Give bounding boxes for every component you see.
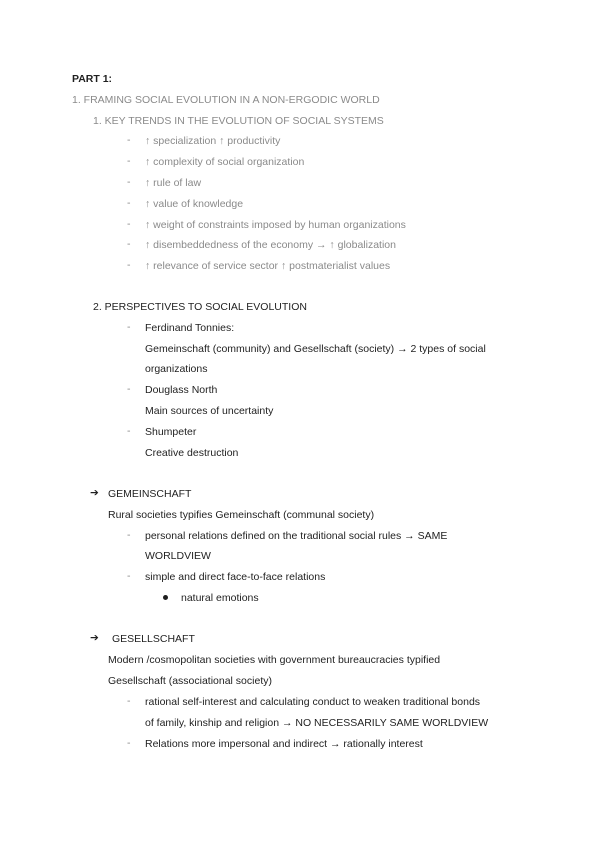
gemeinschaft-intro: Rural societies typifies Gemeinschaft (communal society): [108, 509, 375, 521]
dash-bullet: -: [127, 321, 131, 333]
list-item-cont: of family, kinship and religion → NO NECESSARILY SAME WORLDVIEW: [145, 717, 489, 729]
author-name: Shumpeter: [145, 426, 197, 438]
author-desc: Creative destruction: [145, 447, 239, 459]
perspectives-heading: 2. PERSPECTIVES TO SOCIAL EVOLUTION: [93, 301, 307, 313]
list-item: simple and direct face-to-face relations: [145, 571, 326, 583]
list-item: ↑ weight of constraints imposed by human organizations: [145, 219, 406, 231]
gesellschaft-heading: GESELLSCHAFT: [112, 633, 195, 645]
author-desc: organizations: [145, 363, 208, 375]
dash-bullet: -: [127, 176, 131, 188]
arrow-bullet-icon: ➔: [90, 487, 99, 499]
list-item-cont: WORLDVIEW: [145, 550, 211, 562]
dash-bullet: -: [127, 737, 131, 749]
dash-bullet: -: [127, 529, 131, 541]
dash-bullet: -: [127, 155, 131, 167]
arrow-bullet-icon: ➔: [90, 632, 99, 644]
gesellschaft-intro-cont: Gesellschaft (associational society): [108, 675, 272, 687]
dash-bullet: -: [127, 259, 131, 271]
gemeinschaft-heading: GEMEINSCHAFT: [108, 488, 192, 500]
dash-bullet: -: [127, 197, 131, 209]
list-item: rational self-interest and calculating conduct to weaken traditional bonds: [145, 696, 481, 708]
dash-bullet: -: [127, 570, 131, 582]
list-item: ↑ disembeddedness of the economy → ↑ globalization: [145, 239, 396, 251]
list-item: ↑ complexity of social organization: [145, 156, 305, 168]
part-title: PART 1:: [72, 73, 113, 85]
list-item: personal relations defined on the traditional social rules → SAME: [145, 530, 448, 542]
list-item: ↑ value of knowledge: [145, 198, 244, 210]
section-heading: 1. FRAMING SOCIAL EVOLUTION IN A NON-ERGODIC WORLD: [72, 94, 380, 106]
dash-bullet: -: [127, 383, 131, 395]
dash-bullet: -: [127, 238, 131, 250]
list-item: Relations more impersonal and indirect → rationally interest: [145, 738, 423, 750]
dash-bullet: -: [127, 218, 131, 230]
author-name: Douglass North: [145, 384, 218, 396]
list-item: ↑ rule of law: [145, 177, 202, 189]
dot-bullet-icon: [163, 595, 168, 600]
author-desc: Main sources of uncertainty: [145, 405, 274, 417]
dash-bullet: -: [127, 134, 131, 146]
dash-bullet: -: [127, 695, 131, 707]
author-desc: Gemeinschaft (community) and Gesellschaft (society) → 2 types of social: [145, 343, 486, 355]
dash-bullet: -: [127, 425, 131, 437]
trends-heading: 1. KEY TRENDS IN THE EVOLUTION OF SOCIAL SYSTEMS: [93, 115, 384, 127]
list-item: ↑ relevance of service sector ↑ postmaterialist values: [145, 260, 391, 272]
list-item: ↑ specialization ↑ productivity: [145, 135, 281, 147]
author-name: Ferdinand Tonnies:: [145, 322, 235, 334]
gesellschaft-intro: Modern /cosmopolitan societies with government bureaucracies typified: [108, 654, 441, 666]
sub-list-item: natural emotions: [181, 592, 259, 604]
